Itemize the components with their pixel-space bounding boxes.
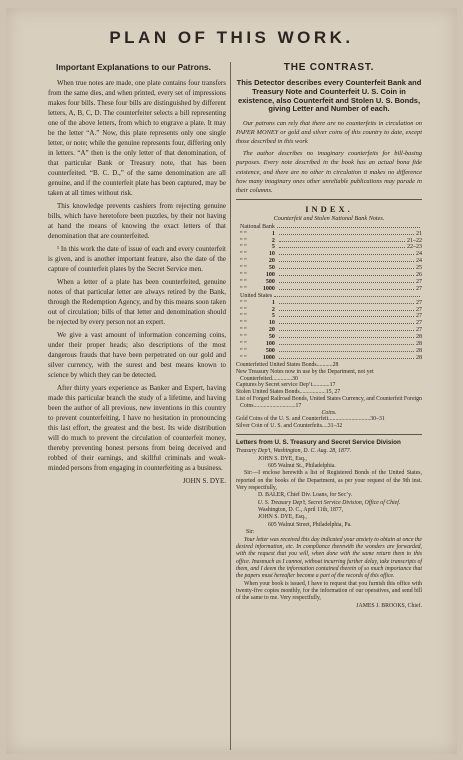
index-item: New Treasury Notes now in use by the Department, not yet Counterfeited..............30 [236,368,374,382]
index-rule [236,199,422,200]
index-page: 28 [416,334,422,341]
column-divider [230,62,231,750]
ditto-mark: “ “ [240,251,247,258]
index-row [236,348,422,355]
ditto-mark: “ “ [240,313,247,320]
index-row [236,279,422,286]
index-page: 27 [416,285,422,292]
index-leader [279,303,414,304]
index-row [236,224,422,231]
imaginary-note: The author describes no imaginary counterfeits for bill-basing purposes. Every note described in the book has an actual bona fide existence, and there are no other in circulation it makes no difference how many imaginary ones other unreliable publications may parade in their columns. [236,150,422,194]
index-page: 27 [416,278,422,285]
letter1-body: Sir:—I enclose herewith a list of Registered Bonds of the United States, reported on the books of the Department, as per your request of the 9th inst. Very respectfully, [236,470,422,491]
index-page: 21 [416,230,422,237]
page-title: PLAN OF THIS WORK. [109,28,354,47]
index-title: INDEX. [305,203,353,214]
ditto-mark: “ “ [240,306,247,313]
ditto-mark: “ “ [240,299,247,306]
index-row [236,258,422,265]
index-denomination: 100 [265,272,275,279]
index-page: 25 [416,265,422,272]
index-denomination: 20 [268,258,275,265]
index-leader [279,316,414,317]
index-denomination: 2 [271,306,275,313]
index-leader [279,241,405,242]
index-item: Silver Coin of U. S. and Counterfeits....31–32 [236,423,343,430]
index-leader [279,358,414,359]
letters-heading: Letters from U. S. Treasury and Secret Service Division [236,439,401,447]
index-denomination: 500 [265,278,275,285]
ditto-mark: “ “ [240,265,247,272]
index-page: 24 [416,258,422,265]
index-row [236,300,422,307]
index-denomination: 1000 [262,354,275,361]
contrast-heading: THE CONTRAST. [283,62,375,73]
index-row [236,244,422,251]
index-denomination: 500 [265,347,275,354]
letter2-addressee: JOHN S. DYE, Esq., [258,514,307,521]
paragraph-plates: When true notes are made, one plate contains four transfers from the same dies, and when printed, every set of impressions makes four bills. These four bills are distinguished by different letters, A, B, C, D. The counterfeiter selects a bill representing one of the above letters, from which to engrave a plate. It may be the letter “A.” Now, this plate represents only one single letter, or note; while the genuine represents four, differing only in letters. “A” then is the only letter of that denomination, of that particular Bank or Treasury note, that has been counterfeited. “B. C. D.,” of the same denomination are all genuine, and if the counterfeit plate has been captured, may be taken at all times without risk. [48,79,226,197]
index-page: 28 [416,340,422,347]
index-denomination: 20 [268,327,275,334]
paragraph-date-of-issue: ¹ In this work the date of issue of each and every counterfeit is given, and is another important feature, also the date of the capture of counterfeit plates by the Secret Service men. [48,245,226,273]
index-label: National Bank [240,223,275,230]
detector-description: This Detector describes every Counterfeit Bank and Treasury Note and Counterfeit U. S. Coin in existence, also Counterfeit and Stolen U. S. Bonds, giving Letter and Number of each. [236,78,422,114]
index-row [236,272,422,279]
index-row [236,341,422,348]
index-row [236,313,422,320]
index-item: Gold Coins of the U. S. and Counterfeit.............................30–31 [236,416,385,423]
letter2-address: 605 Walnut Street, Philadelphia, Pa. [268,521,352,528]
index-denomination: 1000 [262,285,275,292]
index-denomination: 10 [268,320,275,327]
index-row [236,320,422,327]
index-row [236,334,422,341]
national-bank-index [236,224,422,293]
ditto-mark: “ “ [240,244,247,251]
index-subtitle: Counterfeit and Stolen National Bank Notes. [273,214,385,222]
paragraph-coins: We give a vast amount of information concerning coins, under their proper heads; also descriptions of the most dangerous frauds that have been perpetrated on our gold and silver currency, with the surest and best means known to science by which they can be detected. [48,331,226,379]
index-row [236,231,422,238]
explanations-heading: Important Explanations to our Patrons. [56,62,211,72]
index-leader [279,261,414,262]
index-leader [279,247,405,248]
index-row [236,265,422,272]
index-label: United States [240,292,273,299]
index-denomination: 50 [268,265,275,272]
ditto-mark: “ “ [240,347,247,354]
letter1-signature: D. BALER, Chief Div. Loans, for Sec’y. [258,492,353,499]
index-page: 27 [416,299,422,306]
index-page: 22–23 [407,244,422,251]
index-denomination: 5 [271,313,275,320]
index-denomination: 2 [271,237,275,244]
ditto-mark: “ “ [240,272,247,279]
index-leader [279,289,414,290]
index-leader [279,323,414,324]
ditto-mark: “ “ [240,258,247,265]
index-leader [279,268,414,269]
united-states-index [236,293,422,362]
index-page: 28 [416,354,422,361]
letter2-signature: JAMES J. BROOKS, Chief. [356,602,422,609]
index-leader [279,351,414,352]
letter1-dateline: Treasury Dep’t, Washington, D. C. Aug. 28, 1877. [236,448,352,455]
index-denomination: 10 [268,251,275,258]
index-denomination: 100 [265,340,275,347]
coins-heading: Coins. [321,410,337,417]
author-signature: JOHN S. DYE. [182,477,226,485]
letter2-office: U. S. Treasury Dep’t, Secret Service Division, Office of Chief. [257,499,401,506]
index-denomination: 1 [271,230,275,237]
ditto-mark: “ “ [240,354,247,361]
index-row [236,327,422,334]
index-leader [279,344,414,345]
index-item: Counterfeited United States Bonds...........28 [236,361,339,368]
index-page: 27 [416,327,422,334]
index-leader [279,254,414,255]
paragraph-knowledge: This knowledge prevents cashiers from rejecting genuine bills, which have heretofore been puzzles, by their not having at hand the means of knowing the exact letters of that denomination that are counterfeited. [48,202,226,240]
index-page: 27 [416,320,422,327]
index-leader [279,234,414,235]
index-page: 27 [416,313,422,320]
paragraph-experience: After thirty years experience as Banker and Expert, having made this particular branch the study of a lifetime, and having been the author of all previous, new inventions in this country to prevent counterfeiting, I have no hesitation in pronouncing this last effort, the greatest and the best. Its wide distribution will do much to prevent the circulation of counterfeit money, thereby preventing honest persons from being deceived and robbed of their earnings, and skillful criminals and weak-minded persons from engaging in counterfeiting as a business. [48,384,226,472]
index-leader [279,275,414,276]
index-page: 21–22 [407,237,422,244]
letters-rule [236,434,422,435]
index-row [236,251,422,258]
index-item: Stolen United States Bonds..................15, 27 [236,389,341,396]
letter1-address: 605 Walnut St., Philadelphia. [268,462,336,469]
index-leader [279,282,414,283]
ditto-mark: “ “ [240,237,247,244]
ditto-mark: “ “ [240,334,247,341]
index-leader [279,310,414,311]
index-page: 27 [416,306,422,313]
letter2-request: When your book is issued, I have to request that you furnish this office with twenty-five copies monthly, for the information of our operatives, and send bill of the same to me. Very respectfully, [236,580,422,602]
ditto-mark: “ “ [240,340,247,347]
index-row [236,293,422,300]
index-leader [279,330,414,331]
index-row [236,238,422,245]
index-item: List of Forged Railroad Bonds, United States Currency, and Counterfeit Foreign Coins.............................17 [236,396,422,410]
ditto-mark: “ “ [240,278,247,285]
letter2-body: Your letter was received this day indicated your anxiety to obtain at once the desired information, etc. In compliance therewith the wonders are forwarded, with the request that you will, when done with the same return them to this office. Inasmuch as I cannot, without incurring further delay, take transcripts of them, and I deem the information contained therein of so much importance that the papers must hereafter become a part of the records of this office. [236,536,422,580]
index-row [236,286,422,293]
index-item: Captures by Secret service Dep’t............17 [236,382,336,389]
index-page: 26 [416,272,422,279]
index-denomination: 1 [271,299,275,306]
letter2-salutation: Sir: [246,529,255,536]
patrons-note: Our patrons can rely that there are no counterfeits in circulation on PAPER MONEY or gold and silver coins of this country to date, except those described in this work [236,120,422,146]
paragraph-retired: When a letter of a plate has been counterfeited, genuine notes of that particular letter are always retired by the Bank, through the Redemption Agency, and by this means soon taken out of circulation; bills of that letter and denomination should be rejected by every person not an expert. [48,278,226,326]
ditto-mark: “ “ [240,320,247,327]
ditto-mark: “ “ [240,285,247,292]
right-column [236,62,422,610]
ditto-mark: “ “ [240,327,247,334]
index-leader [279,337,414,338]
index-page: 24 [416,251,422,258]
index-row [236,307,422,314]
letter1-addressee: JOHN S. DYE, Esq., [258,455,307,462]
index-row [236,355,422,362]
index-denomination: 50 [268,334,275,341]
letter2-dateline: Washington, D. C., April 11th, 1877, [258,507,344,514]
index-denomination: 5 [271,244,275,251]
index-page: 28 [416,347,422,354]
left-column [48,62,226,489]
ditto-mark: “ “ [240,230,247,237]
